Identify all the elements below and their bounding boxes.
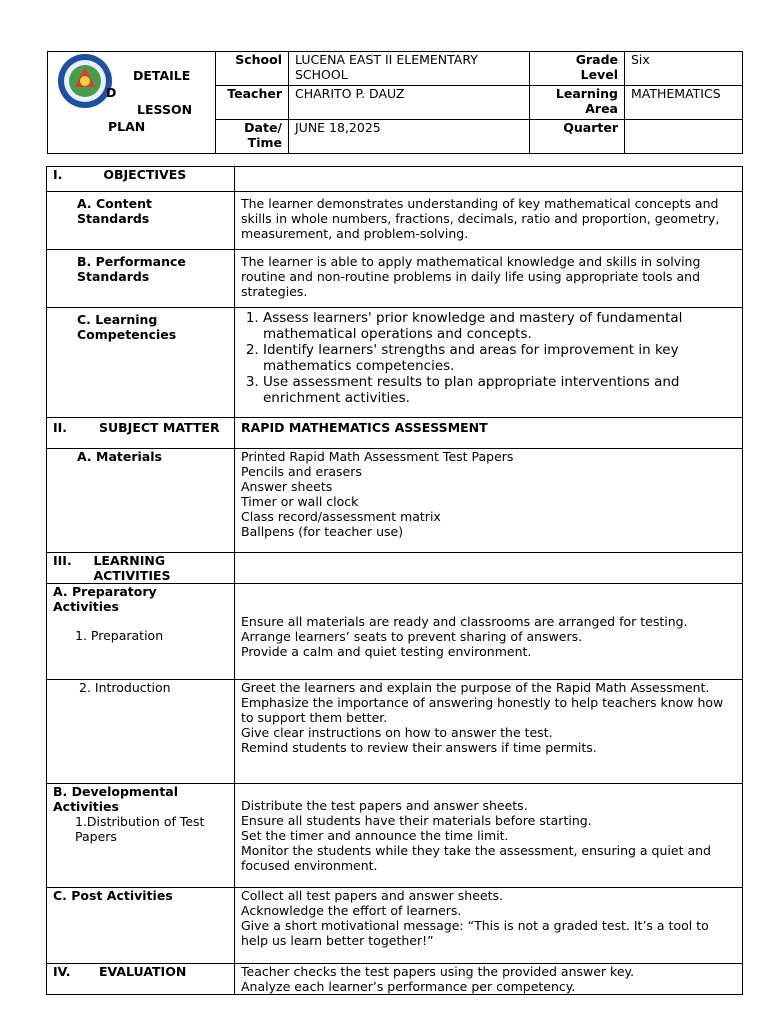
preparation-item: Ensure all materials are ready and classrooms are arranged for testing. [241, 614, 688, 629]
performance-standards-text: The learner is able to apply mathematical knowledge and skills in solving routine and non-routine problems in daily life using appropriate tools and strategies. [235, 250, 743, 308]
developmental-item: Distribute the test papers and answer sheets. [241, 798, 528, 813]
grade-label: Grade Level [530, 52, 625, 86]
section-learning-activities [47, 553, 235, 584]
header-table [47, 51, 743, 154]
material-item: Class record/assessment matrix [241, 509, 441, 524]
title-line-2: D [106, 85, 117, 100]
post-activities-list [235, 888, 743, 964]
performance-standards-label: B. Performance Standards [47, 250, 235, 308]
section-heading: OBJECTIVES [103, 167, 187, 182]
competencies-list [241, 310, 736, 406]
school-value: LUCENA EAST II ELEMENTARY SCHOOL [289, 52, 530, 86]
developmental-item: Monitor the students while they take the assessment, ensuring a quiet and focused environment. [241, 843, 711, 873]
preparation-list [235, 584, 743, 680]
section-subject-matter [47, 418, 235, 449]
teacher-value: CHARITO P. DAUZ [289, 86, 530, 120]
material-item: Ballpens (for teacher use) [241, 524, 404, 539]
introduction-label: 2. Introduction [47, 680, 235, 784]
introduction-item: Give clear instructions on how to answer the test. [241, 725, 553, 740]
title-line-4: PLAN [108, 119, 146, 134]
section-number: III. [53, 553, 72, 568]
materials-list [235, 449, 743, 553]
introduction-item: Emphasize the importance of answering honestly to help teachers know how to support them better. [241, 695, 724, 725]
preparation-label: 1. Preparation [75, 628, 164, 643]
content-standards-text: The learner demonstrates understanding of key mathematical concepts and skills in whole numbers, fractions, decimals, ratio and proportion, geometry, measurement, and problem-solving. [235, 192, 743, 250]
material-item: Printed Rapid Math Assessment Test Papers [241, 449, 514, 464]
evaluation-item: Teacher checks the test papers using the provided answer key. [241, 964, 635, 979]
section-number: II. [53, 420, 68, 435]
lesson-plan-title [48, 52, 216, 154]
introduction-item: Greet the learners and explain the purpose of the Rapid Math Assessment. [241, 680, 710, 695]
section-heading: SUBJECT MATTER [99, 420, 220, 435]
title-line-1: DETAILE [133, 68, 191, 83]
section-number: I. [53, 167, 63, 182]
competency-item: 2. Identify learners' strengths and areas for improvement in key mathematics competencies. [263, 342, 736, 374]
preparatory-label: A. Preparatory Activities [53, 584, 157, 614]
material-item: Answer sheets [241, 479, 333, 494]
area-label: Learning Area [530, 86, 625, 120]
evaluation-list [235, 964, 743, 995]
introduction-list [235, 680, 743, 784]
material-item: Pencils and erasers [241, 464, 362, 479]
competency-item: 1. Assess learners' prior knowledge and mastery of fundamental mathematical operations and concepts. [263, 310, 736, 342]
developmental-activities-cell [47, 784, 235, 888]
section-number: IV. [53, 964, 71, 979]
area-value: MATHEMATICS [625, 86, 743, 120]
school-label: School [216, 52, 289, 86]
post-activity-item: Collect all test papers and answer sheets. [241, 888, 503, 903]
date-value: JUNE 18,2025 [289, 120, 530, 154]
section-objectives [47, 167, 235, 192]
teacher-label: Teacher [216, 86, 289, 120]
section-evaluation [47, 964, 235, 995]
section-heading: LEARNING ACTIVITIES [93, 553, 171, 583]
competency-item: 3. Use assessment results to plan appropriate interventions and enrichment activities. [263, 374, 736, 406]
subject-title: RAPID MATHEMATICS ASSESSMENT [235, 418, 743, 449]
quarter-value [625, 120, 743, 154]
date-label: Date/ Time [216, 120, 289, 154]
developmental-list [235, 784, 743, 888]
materials-label: A. Materials [47, 449, 235, 553]
competencies-label: C. Learning Competencies [47, 308, 235, 418]
distribution-label: 1.Distribution of Test Papers [75, 814, 205, 844]
developmental-item: Set the timer and announce the time limit. [241, 828, 509, 843]
quarter-label: Quarter [530, 120, 625, 154]
preparation-item: Provide a calm and quiet testing environment. [241, 644, 532, 659]
title-line-3: LESSON [137, 102, 193, 117]
material-item: Timer or wall clock [241, 494, 359, 509]
preparation-item: Arrange learners’ seats to prevent sharing of answers. [241, 629, 583, 644]
grade-value: Six [625, 52, 743, 86]
evaluation-item: Analyze each learner’s performance per competency. [241, 979, 576, 994]
post-activity-item: Acknowledge the effort of learners. [241, 903, 462, 918]
lesson-plan-table [46, 166, 743, 995]
post-activities-label: C. Post Activities [47, 888, 235, 964]
developmental-label: B. Developmental Activities [53, 784, 179, 814]
content-standards-label: A. Content Standards [47, 192, 235, 250]
developmental-item: Ensure all students have their materials before starting. [241, 813, 592, 828]
post-activity-item: Give a short motivational message: “This is not a graded test. It’s a tool to help us learn better together!” [241, 918, 709, 948]
section-heading: EVALUATION [99, 964, 187, 979]
introduction-item: Remind students to review their answers if time permits. [241, 740, 597, 755]
preparatory-activities-cell [47, 584, 235, 680]
